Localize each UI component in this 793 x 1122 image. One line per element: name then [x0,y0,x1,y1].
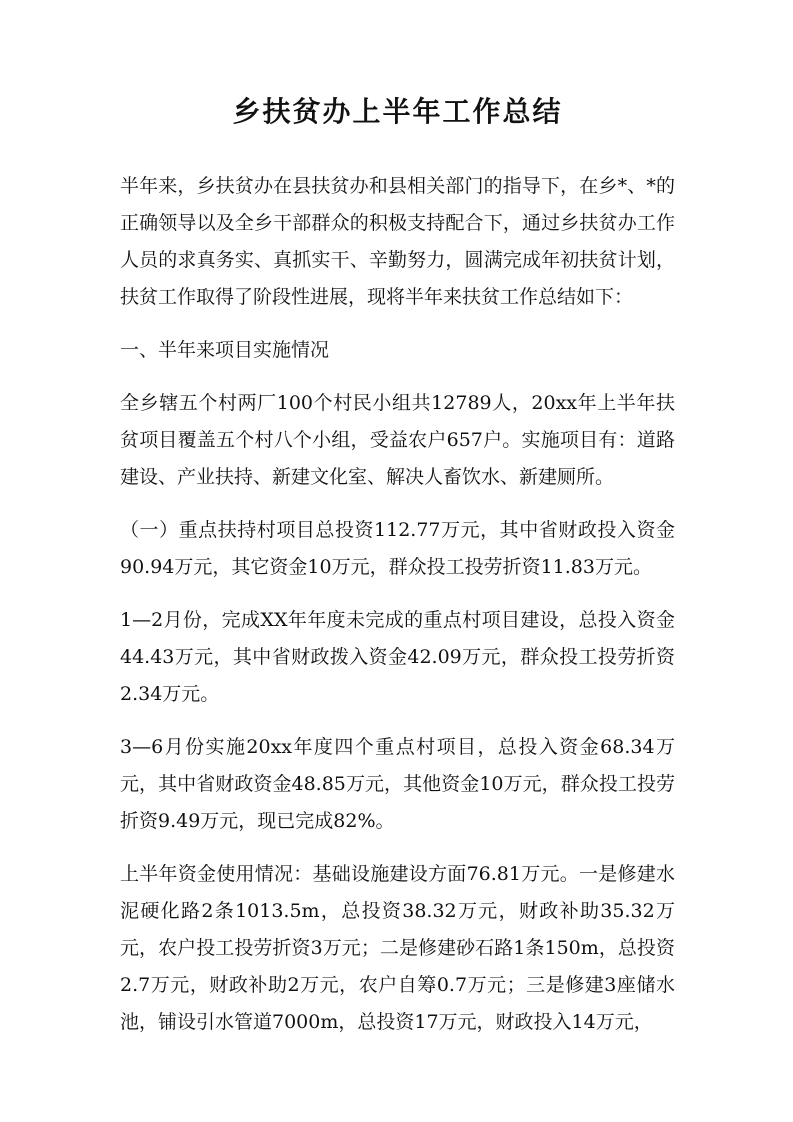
body-paragraph: 3—6月份实施20xx年度四个重点村项目，总投入资金68.34万元，其中省财政资金48.85万元，其他资金10万元，群众投工投劳折资9.49万元，现已完成82%。 [120,736,675,832]
body-paragraph: 全乡辖五个村两厂100个村民小组共12789人，20xx年上半年扶贫项目覆盖五个村八个小组，受益农户657户。实施项目有：道路建设、产业扶持、新建文化室、解决人畜饮水、新建厕所。 [120,392,675,488]
body-paragraph: （一）重点扶持村项目总投资112.77万元，其中省财政投入资金90.94万元，其它资金10万元，群众投工投劳折资11.83万元。 [120,519,675,578]
body-paragraph: 1—2月份，完成XX年年度未完成的重点村项目建设，总投入资金44.43万元，其中省财政拨入资金42.09万元，群众投工投劳折资2.34万元。 [120,609,675,705]
document-title: 乡扶贫办上半年工作总结 [232,95,563,128]
section-heading-1: 一、半年来项目实施情况 [120,339,330,361]
body-paragraph: 上半年资金使用情况：基础设施建设方面76.81万元。一是修建水泥硬化路2条1013.5m，总投资38.32万元，财政补助35.32万元，农户投工投劳折资3万元；二是修建砂石路1条150m，总投资2.7万元，财政补助2万元，农户自筹0.7万元；三是修建3座储水池，铺设引水管道7000m，总投资17万元，财政投入14万元， [120,863,675,1033]
intro-paragraph: 半年来，乡扶贫办在县扶贫办和县相关部门的指导下，在乡*、*的正确领导以及全乡干部群众的积极支持配合下，通过乡扶贫办工作人员的求真务实、真抓实干、辛勤努力，圆满完成年初扶贫计划，扶贫工作取得了阶段性进展，现将半年来扶贫工作总结如下： [120,175,675,308]
